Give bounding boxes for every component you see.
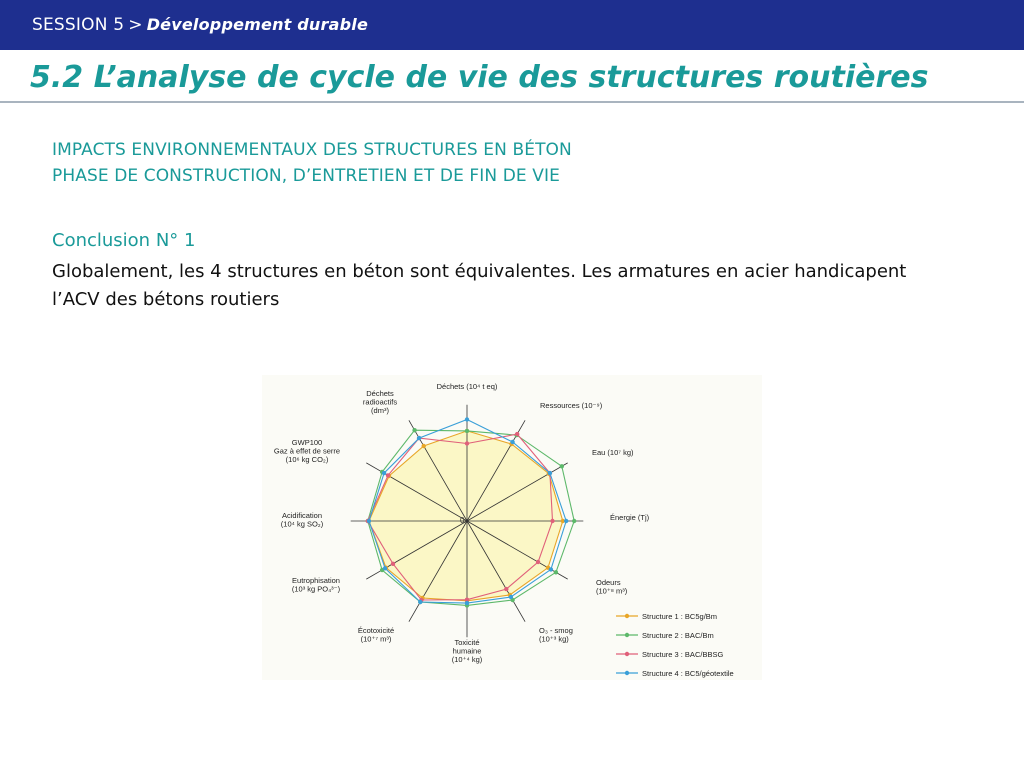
axis-label-9-line-1: Eutrophisation	[292, 576, 340, 585]
axis-label-7	[452, 638, 483, 664]
axis-label-12-line-3: (dm³)	[371, 406, 389, 415]
legend-marker-4	[625, 671, 629, 675]
axis-label-12-line-1: Déchets	[366, 389, 394, 398]
series-3-point-9	[391, 562, 395, 566]
center-label: 0	[460, 516, 465, 525]
series-4-point-8	[418, 600, 422, 604]
axis-label-3	[592, 448, 634, 457]
series-3-point-1	[465, 441, 469, 445]
axis-label-10-line-2: (10⁴ kg SO₂)	[280, 519, 324, 529]
axis-label-4	[610, 513, 650, 522]
axis-label-6	[539, 626, 573, 644]
section-heading-line-2: PHASE DE CONSTRUCTION, D’ENTRETIEN ET DE FIN DE VIE	[52, 166, 560, 186]
series-3-point-5	[536, 560, 540, 564]
series-3-point-4	[550, 519, 554, 523]
series-2-point-1	[465, 429, 469, 433]
legend-label-1: Structure 1 : BC5g/Bm	[642, 612, 718, 621]
legend-label-3: Structure 3 : BAC/BBSG	[642, 650, 724, 659]
series-4-point-2	[510, 440, 514, 444]
legend-marker-2	[625, 633, 629, 637]
conclusion-title: Conclusion N° 1	[52, 230, 196, 251]
axis-label-7-line-1: Toxicité	[454, 638, 480, 647]
axis-label-7-line-2: humaine	[452, 646, 482, 656]
series-3-point-6	[504, 587, 508, 591]
legend-marker-1	[625, 614, 629, 618]
series-1-point-12	[422, 444, 426, 448]
axis-label-6-line-1: O₃ - smog	[539, 626, 573, 635]
title-divider	[0, 101, 1024, 103]
axis-label-1	[437, 382, 498, 391]
series-3-point-11	[386, 473, 390, 477]
series-2-point-12	[412, 428, 416, 432]
axis-label-7-line-3: (10⁺⁴ kg)	[451, 655, 483, 664]
radar-chart	[262, 375, 762, 680]
session-label	[32, 15, 368, 35]
section-heading-line-1: IMPACTS ENVIRONNEMENTAUX DES STRUCTURES EN BÉTON	[52, 140, 572, 160]
series-4-point-10	[367, 519, 371, 523]
axis-label-5-line-1: Odeurs	[596, 578, 621, 587]
series-4-point-1	[465, 417, 469, 421]
axis-label-10	[281, 511, 324, 529]
axis-label-9	[292, 576, 341, 594]
axis-label-2-line-1: Ressources (10⁻⁹)	[540, 401, 603, 410]
legend-label-4: Structure 4 : BC5/géotextile	[642, 669, 734, 678]
page-title: 5.2 L’analyse de cycle de vie des structures routières	[30, 60, 929, 95]
series-3-point-2	[515, 432, 519, 436]
series-4-point-4	[564, 519, 568, 523]
axis-label-8-line-1: Écotoxicité	[357, 626, 395, 635]
series-4-point-6	[509, 595, 513, 599]
axis-label-4-line-1: Énergie (Tj)	[610, 513, 650, 522]
series-2-point-4	[572, 519, 576, 523]
session-subtitle: Développement durable	[146, 15, 369, 34]
conclusion-text: Globalement, les 4 structures en béton sont équivalentes. Les armatures en acier handicapent l’ACV des bétons routiers	[52, 261, 907, 310]
legend-label-2: Structure 2 : BAC/Bm	[642, 631, 714, 640]
axis-label-2	[540, 401, 603, 410]
axis-label-3-line-1: Eau (10⁷ kg)	[592, 448, 634, 457]
breadcrumb-separator: >	[128, 15, 143, 35]
series-4-point-11	[382, 471, 386, 475]
series-4-point-12	[417, 436, 421, 440]
series-4-point-3	[548, 471, 552, 475]
axis-label-8	[358, 626, 394, 644]
legend-marker-3	[625, 652, 629, 656]
radar-chart-svg	[262, 375, 762, 680]
axis-label-12-line-2: radioactifs	[362, 397, 398, 407]
session-number: SESSION 5	[32, 15, 125, 35]
axis-label-1-line-1: Déchets (10⁴ t eq)	[436, 382, 498, 391]
axis-label-5-line-2: (10⁺⁸ m³)	[596, 586, 628, 596]
axis-label-11-line-1: GWP100	[291, 438, 323, 447]
axis-label-11-line-2: Gaz à effet de serre	[273, 446, 341, 456]
series-4-point-5	[549, 567, 553, 571]
axis-label-10-line-1: Acidification	[281, 511, 323, 520]
axis-label-9-line-2: (10³ kg PO₄³⁻)	[291, 584, 341, 594]
series-4-point-7	[465, 601, 469, 605]
series-2-point-3	[560, 464, 564, 468]
series-4-point-9	[383, 566, 387, 570]
axis-label-6-line-2: (10⁺³ kg)	[539, 634, 569, 644]
axis-label-8-line-2: (10⁺⁷ m³)	[360, 634, 392, 644]
section-heading	[52, 137, 572, 189]
axis-label-11-line-3: (10⁶ kg CO₂)	[285, 455, 329, 464]
session-header-bar	[0, 0, 1024, 50]
series-2-point-5	[554, 570, 558, 574]
